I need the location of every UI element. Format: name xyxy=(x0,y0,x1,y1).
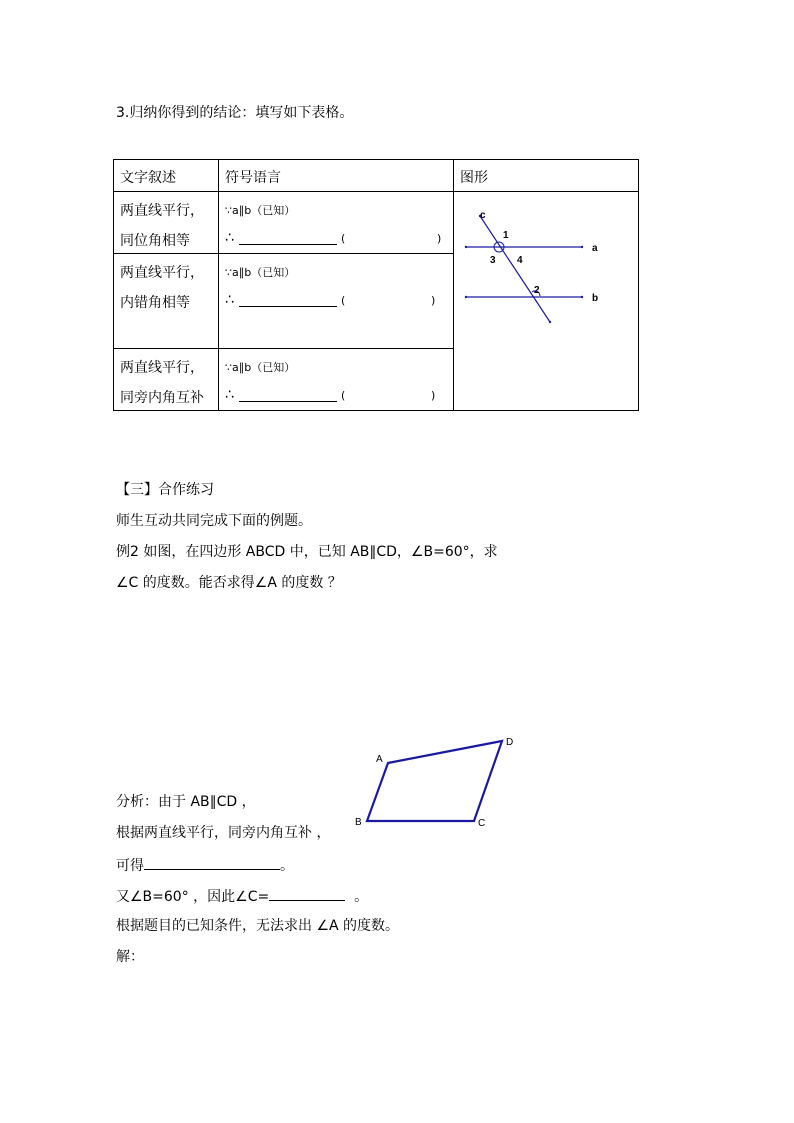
row1-blank[interactable] xyxy=(239,230,337,245)
row3-desc2: 同旁内角互补 xyxy=(120,389,204,406)
label-1: 1 xyxy=(503,230,509,241)
row3-given: ∵a∥b（已知） xyxy=(225,360,296,374)
section-heading: 【三】合作练习 xyxy=(116,482,214,498)
row1-given: ∵a∥b（已知） xyxy=(225,204,296,217)
quad-label-d: D xyxy=(506,737,514,748)
row3-paren-open: ( xyxy=(341,388,346,402)
row3-paren-close: ) xyxy=(431,388,436,402)
quad-label-c: C xyxy=(478,818,486,829)
row2-paren-close: ) xyxy=(431,294,436,308)
quad-label-a: A xyxy=(376,754,383,765)
example-line1: 例2 如图，在四边形 ABCD 中，已知 AB∥CD，∠B=60°，求 xyxy=(116,544,498,560)
quadrilateral-figure xyxy=(350,732,520,832)
analysis-blank-1[interactable] xyxy=(144,855,280,870)
summary-table xyxy=(113,159,639,411)
row1-paren-close: ) xyxy=(437,232,442,245)
analysis-line4-prefix: 又∠B=60° ，因此∠C= xyxy=(116,889,270,905)
row2-desc1: 两直线平行， xyxy=(120,265,204,282)
header-figure: 图形 xyxy=(460,170,488,186)
quad-label-b: B xyxy=(355,817,362,828)
label-b: b xyxy=(592,293,599,304)
row2-desc2: 内错角相等 xyxy=(120,295,190,312)
analysis-line2: 根据两直线平行，同旁内角互补 ， xyxy=(116,825,331,841)
row3-therefore: ∴ xyxy=(225,386,234,403)
row3-desc1: 两直线平行， xyxy=(120,359,204,376)
analysis-line5: 根据题目的已知条件，无法求出 ∠A 的度数。 xyxy=(116,918,400,934)
analysis-line3-prefix: 可得 xyxy=(116,858,144,874)
row1-paren-open: ( xyxy=(341,232,346,245)
row1-therefore: ∴ xyxy=(225,230,234,246)
label-c: c xyxy=(480,210,486,221)
label-2: 2 xyxy=(534,285,540,296)
analysis-line4-suffix: 。 xyxy=(354,889,369,905)
header-symbol: 符号语言 xyxy=(225,170,281,186)
analysis-blank-2[interactable] xyxy=(269,886,345,901)
row2-paren-open: ( xyxy=(341,294,346,308)
table-row xyxy=(114,192,639,254)
label-a: a xyxy=(592,243,598,254)
solution-label: 解： xyxy=(116,949,144,965)
analysis-line3 xyxy=(116,855,294,875)
example-line2: ∠C 的度数。能否求得∠A 的度数 ？ xyxy=(116,575,342,591)
row1-desc2: 同位角相等 xyxy=(120,233,190,249)
row3-blank[interactable] xyxy=(239,387,337,402)
section-line1: 师生互动共同完成下面的例题。 xyxy=(116,513,312,529)
header-desc: 文字叙述 xyxy=(120,170,176,186)
intro-text: 3.归纳你得到的结论：填写如下表格。 xyxy=(116,105,354,121)
parallel-lines-figure xyxy=(454,192,638,410)
label-3: 3 xyxy=(490,255,496,266)
analysis-line3-suffix: 。 xyxy=(280,858,294,874)
row2-blank[interactable] xyxy=(239,292,337,307)
row2-given: ∵a∥b（已知） xyxy=(225,266,296,280)
analysis-line1: 分析：由于 AB∥CD ， xyxy=(116,794,256,810)
row2-therefore: ∴ xyxy=(225,292,234,309)
row1-desc1: 两直线平行， xyxy=(120,203,204,219)
label-4: 4 xyxy=(517,255,523,266)
analysis-line4 xyxy=(116,886,368,906)
quad-abcd xyxy=(367,741,502,821)
line-c xyxy=(480,216,550,322)
